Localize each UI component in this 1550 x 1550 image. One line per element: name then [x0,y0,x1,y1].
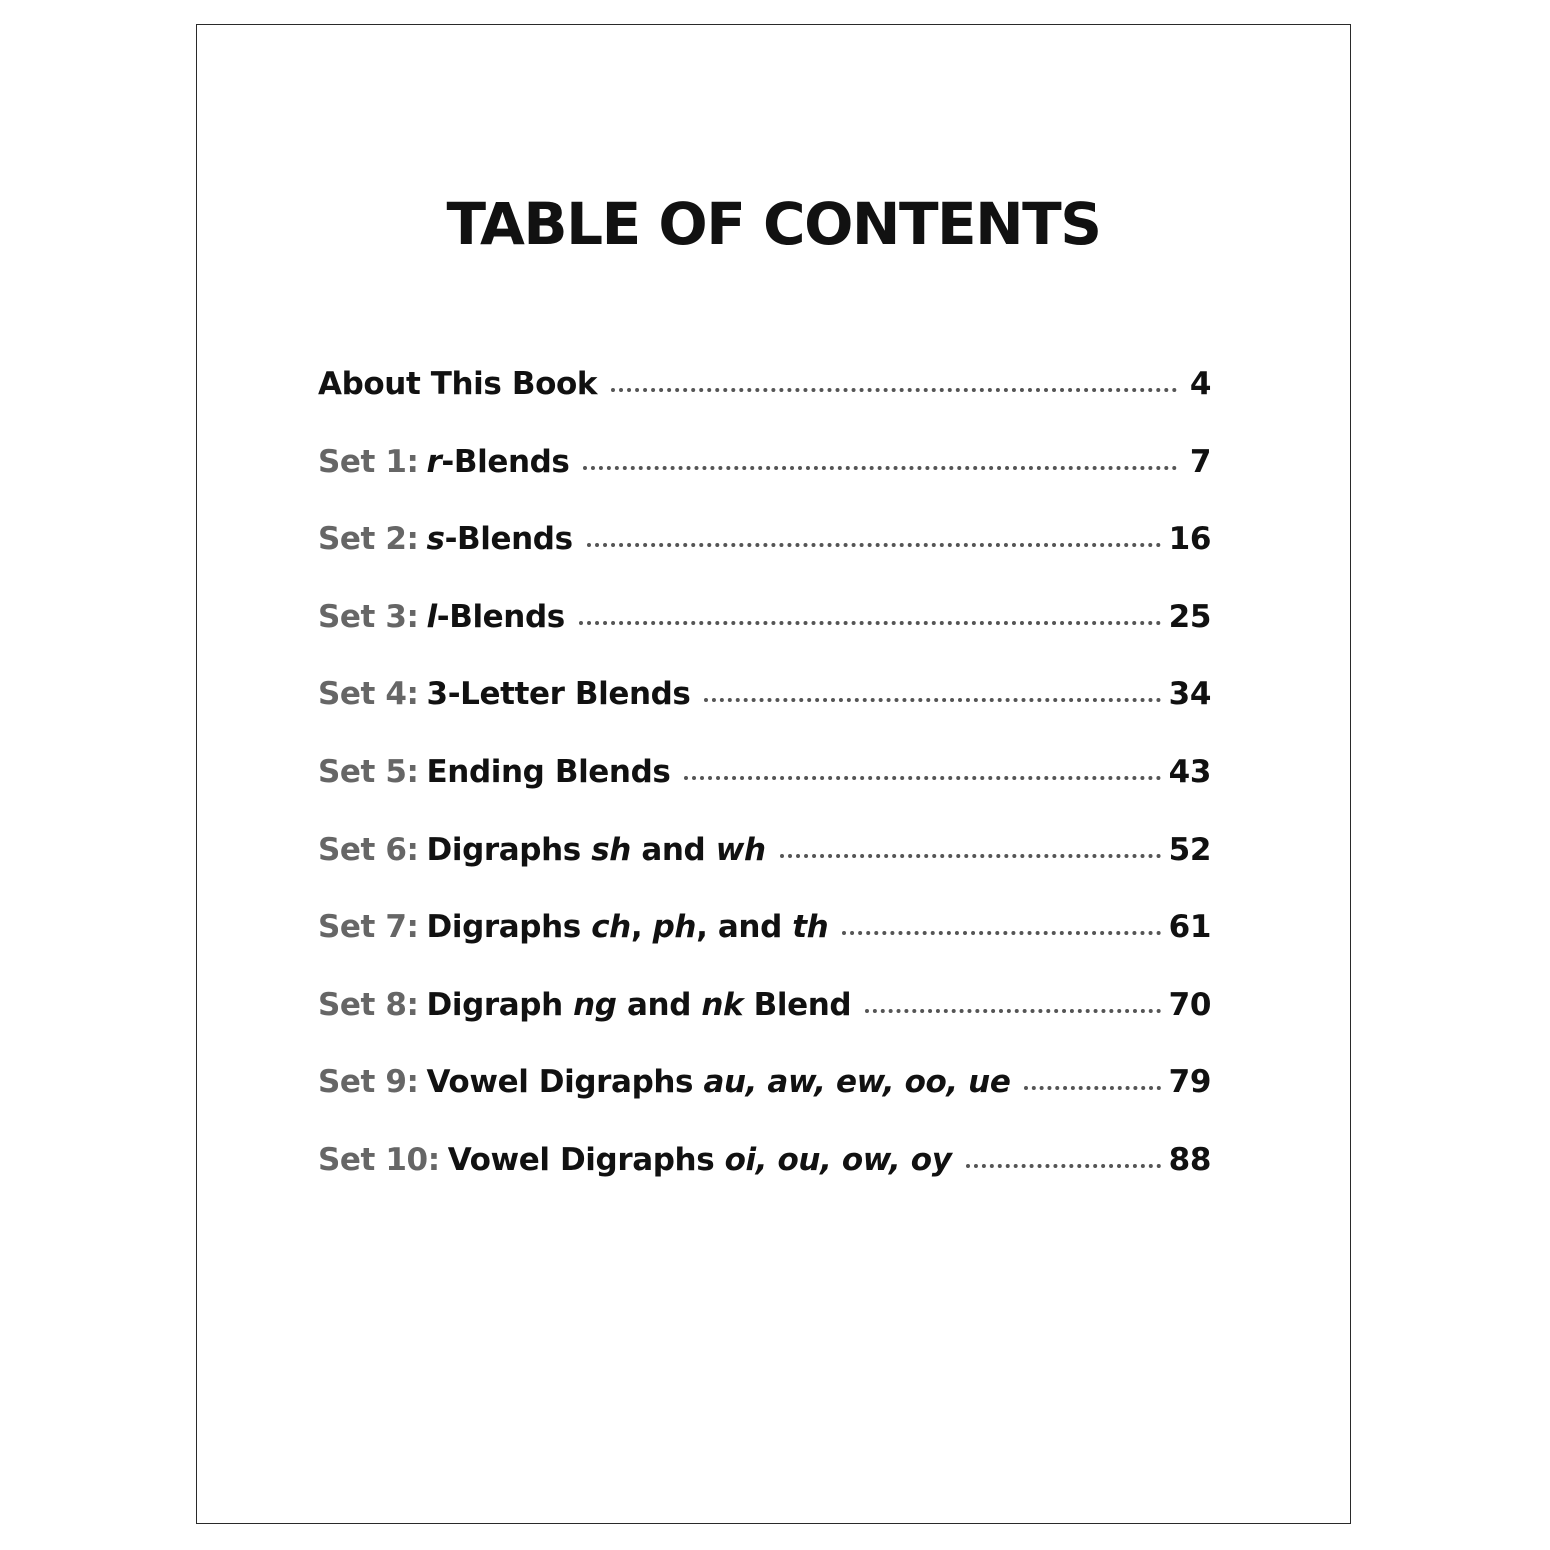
toc-entry-title [427,444,570,480]
toc-entry [318,599,1211,677]
toc-entry-title-italic: sh [591,831,631,868]
toc-entry-set-label: Set 3: [318,598,419,635]
toc-entry-title [427,987,852,1023]
toc-entry [318,909,1211,987]
toc-entry-title-text: , and [696,909,793,946]
toc-entry-title-text: Digraphs [426,909,592,946]
toc-entry [318,521,1211,599]
toc-entry-title-text: Digraph [426,986,574,1023]
toc-entry [318,676,1211,754]
toc-entry-page-number: 52 [1168,831,1211,868]
toc-entry-set-label: Set 7: [318,909,419,946]
toc-entry-title-text: Vowel Digraphs [426,1064,704,1101]
toc-entry-set-label: Set 1: [318,443,419,480]
toc-entry-title [318,366,597,402]
toc-entry-page-number: 88 [1168,1141,1211,1178]
toc-entry-title [427,909,829,945]
toc-entry-title-italic: nk [701,986,744,1023]
toc-entry-title [448,1142,952,1178]
toc-entry-set-label: Set 6: [318,831,419,868]
dot-leader [583,466,1177,470]
dot-leader [1024,1086,1160,1090]
dot-leader [842,931,1160,935]
toc-entry-set-label: Set 9: [318,1064,419,1101]
toc-entry-page-number: 7 [1189,443,1211,480]
toc-entry-title-italic: l [426,598,437,635]
toc-entry-title [427,521,573,557]
toc-entry-title-text: Ending Blends [426,753,671,790]
toc-entry-title-italic: ph [652,909,697,946]
toc-entry-title-text: -Blends [436,598,565,635]
dot-leader [684,776,1160,780]
toc-entry-page-number: 25 [1168,598,1211,635]
toc-entry-title-text: Blend [743,986,852,1023]
document-page [196,24,1351,1524]
toc-entry [318,987,1211,1065]
toc-entry-title-text: Digraphs [426,831,592,868]
toc-entry-page-number: 61 [1168,909,1211,946]
toc-entry-title-italic: oi, ou, ow, oy [724,1141,952,1178]
toc-entry-title-text: and [616,986,702,1023]
toc-entry-title-text: 3-Letter Blends [426,676,691,713]
toc-entry-set-label: Set 5: [318,753,419,790]
toc-entry-set-label: Set 4: [318,676,419,713]
toc-entry-page-number: 4 [1189,366,1211,402]
toc-entry-page-number: 16 [1168,521,1211,558]
toc-entry-title-text: About This Book [318,366,598,402]
dot-leader [579,621,1161,625]
toc-entry-set-label: Set 10: [318,1141,440,1178]
toc-entry [318,754,1211,832]
dot-leader [611,388,1177,392]
toc-entry-title-italic: r [426,443,442,480]
toc-entry-title-text: and [630,831,716,868]
table-of-contents [318,366,1211,1220]
page-title: TABLE OF CONTENTS [446,190,1101,258]
toc-entry-title-italic: ch [591,909,631,946]
toc-entry-title [427,599,565,635]
dot-leader [704,698,1160,702]
dot-leader [966,1164,1161,1168]
toc-entry [318,366,1211,444]
toc-entry-page-number: 79 [1168,1064,1211,1101]
toc-entry-set-label: Set 8: [318,986,419,1023]
toc-entry-title-text: -Blends [444,521,573,558]
toc-entry-title-italic: ng [573,986,617,1023]
toc-entry-title [427,832,766,868]
toc-entry [318,1064,1211,1142]
toc-entry-title [427,1064,1011,1100]
toc-entry-title [427,754,671,790]
toc-entry-title-text: -Blends [441,443,570,480]
dot-leader [587,543,1161,547]
dot-leader [780,854,1161,858]
toc-entry [318,444,1211,522]
toc-entry-page-number: 70 [1168,986,1211,1023]
toc-entry-title-italic: th [792,909,829,946]
toc-entry [318,1142,1211,1220]
toc-entry-set-label: Set 2: [318,521,419,558]
toc-entry-title-italic: s [426,521,445,558]
toc-entry-title-text: Vowel Digraphs [447,1141,725,1178]
dot-leader [865,1009,1160,1013]
toc-entry [318,832,1211,910]
toc-entry-title-italic: au, aw, ew, oo, ue [703,1064,1011,1101]
toc-entry-title-text: , [630,909,653,946]
toc-entry-title [427,676,691,712]
toc-entry-page-number: 43 [1168,753,1211,790]
toc-entry-title-italic: wh [715,831,766,868]
toc-entry-page-number: 34 [1168,676,1211,713]
